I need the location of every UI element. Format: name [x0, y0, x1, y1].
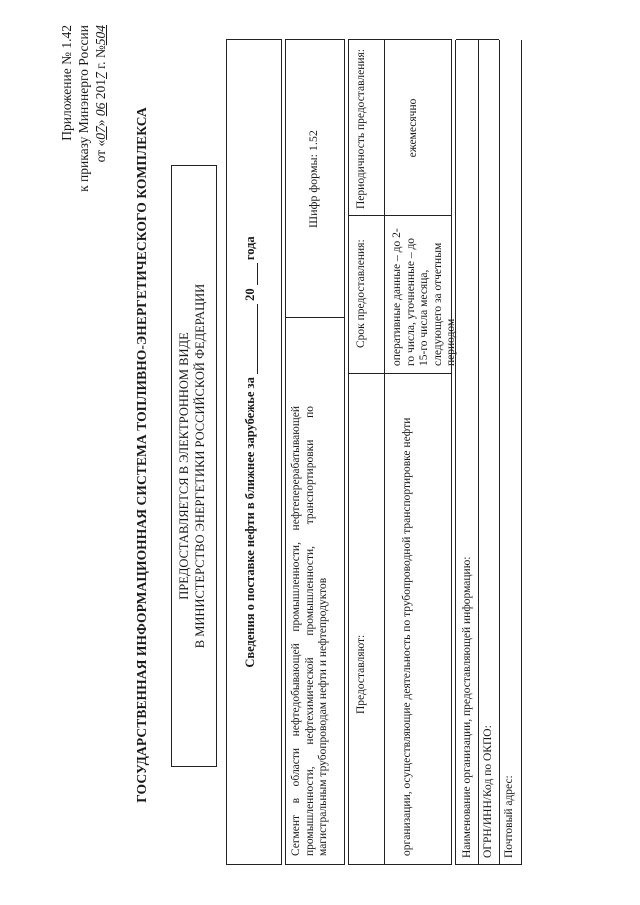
address-label: Почтовый адрес:: [503, 775, 515, 858]
table-header-divider: [384, 40, 385, 864]
segment-box: [285, 39, 345, 865]
ogrn-row[interactable]: [477, 40, 500, 864]
report-title-box: [226, 39, 282, 865]
org-info-right-border: [456, 39, 499, 40]
form-code: Шифр формы: 1.52: [306, 130, 320, 228]
period-blank[interactable]: [257, 304, 258, 374]
order-month: 06: [93, 102, 108, 117]
order-year-digit: 7: [93, 72, 108, 80]
appendix-line-2: к приказу Минэнерго России: [76, 25, 91, 192]
org-name-row[interactable]: [456, 40, 479, 864]
document-title: ГОСУДАРСТВЕННАЯ ИНФОРМАЦИОННАЯ СИСТЕМА ТОПЛИВНО-ЭНЕРГЕТИЧЕСКОГО КОМПЛЕКСА: [134, 107, 149, 803]
header-deadline: Срок предоставления:: [355, 239, 367, 348]
cell-deadline: оперативные данные – до 2-го числа, уточненные – до 15-го числа месяца, следующего за отчетным периодом: [391, 228, 457, 366]
address-row[interactable]: [498, 40, 520, 864]
appendix-line-1: Приложение № 1.42: [59, 25, 74, 141]
table-col-divider-2: [349, 215, 451, 216]
submission-table: [348, 39, 457, 865]
year-blank[interactable]: [257, 263, 258, 285]
report-title: Сведения о поставке нефти в ближнее зарубежье за 20 года: [243, 236, 257, 668]
header-submitters: Предоставляют:: [355, 634, 367, 714]
table-col-divider-1: [349, 373, 451, 374]
electronic-line-2: В МИНИСТЕРСТВО ЭНЕРГЕТИКИ РОССИЙСКОЙ ФЕДЕРАЦИИ: [193, 283, 207, 649]
ogrn-label: ОГРН/ИНН/Код по ОКПО:: [482, 725, 494, 858]
cell-frequency: ежемесячно: [407, 98, 419, 158]
segment-text: Сегмент в области нефтедобывающей промышленности, нефтеперерабатывающей промышленности, нефтехимической промышленности, транспортировки по магистральным трубопроводам нефти и нефтепродуктов: [290, 406, 329, 856]
order-number: 504: [93, 25, 108, 46]
electronic-submission-box: [171, 165, 217, 767]
header-frequency: Периодичность предоставления:: [355, 49, 367, 209]
appendix-order-line: от «07» 06 2017 г. №504: [93, 25, 108, 163]
org-name-label: Наименование организации, предоставляющей информацию:: [461, 556, 473, 858]
order-day: 07: [93, 126, 108, 140]
appendix-header: [58, 25, 109, 195]
organization-info-box: [455, 40, 522, 865]
electronic-line-1: ПРЕДОСТАВЛЯЕТСЯ В ЭЛЕКТРОННОМ ВИДЕ: [177, 332, 191, 600]
cell-submitters: организации, осуществляющие деятельность по трубопроводной транспортировке нефти: [401, 417, 413, 856]
